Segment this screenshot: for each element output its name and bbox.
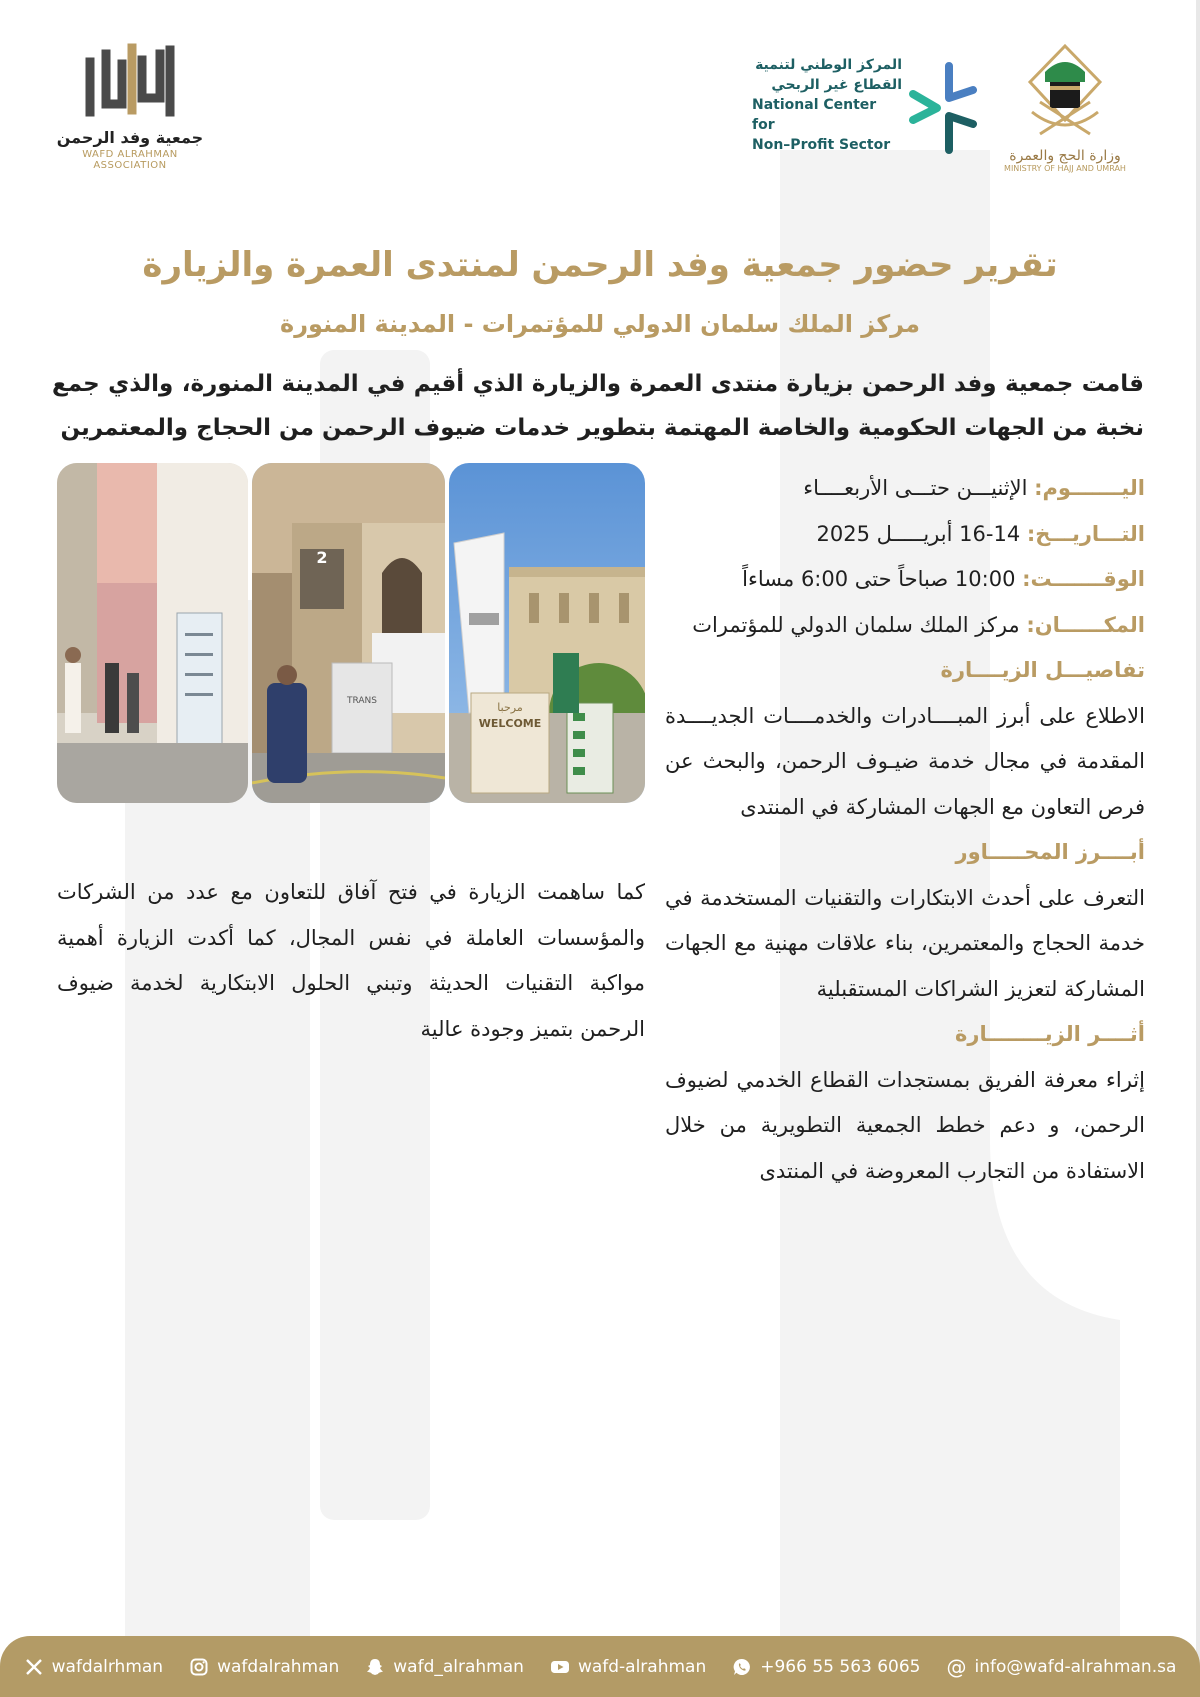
ncnp-name-en-line2: Non–Profit Sector bbox=[752, 137, 891, 153]
at-icon: @ bbox=[946, 1654, 967, 1679]
footer-instagram-text: wafdalrahman bbox=[217, 1656, 340, 1677]
place-row bbox=[665, 603, 1145, 649]
day-row bbox=[665, 466, 1145, 512]
date-value: 14-16 أبريـــــل 2025 bbox=[816, 521, 1021, 546]
axes-text: التعرف على أحدث الابتكارات والتقنيات المستخدمة في خدمة الحجاج والمعتمرين، بناء علاقات مهنية مع الجهات المشاركة لتعزيز الشراكات المستقبلية bbox=[665, 885, 1145, 1001]
gate-number: 2 bbox=[316, 548, 328, 567]
photo-gate-2 bbox=[252, 463, 445, 803]
date-label: التـــاريـــخ: bbox=[1026, 521, 1145, 546]
instagram-icon bbox=[189, 1657, 209, 1677]
footer-x-link[interactable] bbox=[24, 1657, 163, 1677]
kaaba-logo-icon bbox=[1020, 42, 1110, 142]
time-label: الوقـــــــت: bbox=[1022, 567, 1145, 591]
footer-instagram-link[interactable] bbox=[189, 1657, 339, 1677]
collaboration-paragraph: كما ساهمت الزيارة في فتح آفاق للتعاون مع عدد من الشركات والمؤسسات العاملة في نفس المجال، كما أكدت الزيارة أهمية مواكبة التقنيات الحديثة وتبني الحلول الابتكارية لخدمة ضيوف الرحمن بتميز وجودة عالية bbox=[57, 880, 645, 1041]
ministry-name-ar: وزارة الحج والعمرة bbox=[1009, 148, 1121, 164]
national-center-logo bbox=[752, 55, 982, 165]
impact-title: أثــــر الزيــــــــارة bbox=[955, 1022, 1145, 1046]
footer-youtube-text: wafd-alrahman bbox=[577, 1656, 707, 1677]
ministry-name-en: MINISTRY OF HAJJ AND UMRAH bbox=[1004, 164, 1126, 173]
footer-whatsapp-text: +966 55 563 6065 bbox=[760, 1656, 921, 1677]
footer-whatsapp-link[interactable] bbox=[732, 1657, 920, 1677]
ncnp-name-en-line1: National Center for bbox=[752, 97, 877, 133]
photo-sign-ar: مرحبا bbox=[497, 701, 523, 714]
wafd-alrahman-logo bbox=[50, 40, 210, 171]
photo-banner-text: TRANS bbox=[347, 696, 377, 706]
day-label: اليـــــــوم: bbox=[1034, 476, 1145, 500]
visit-details-text: الاطلاع على أبرز المبــــادرات والخدمــــات الجديــــدة المقدمة في مجال خدمة ضيـوف الرحمن، والبحث عن فرص التعاون مع الجهات المشاركة في المنتدى bbox=[665, 703, 1145, 819]
wafd-logo-name-en: WAFD ALRAHMAN ASSOCIATION bbox=[82, 149, 178, 171]
ncnp-logo-icon bbox=[907, 60, 977, 155]
ncnp-name-ar-line1: المركز الوطني لتنمية bbox=[755, 57, 902, 73]
whatsapp-icon bbox=[732, 1657, 752, 1677]
report-subtitle: مركز الملك سلمان الدولي للمؤتمرات - المدينة المنورة bbox=[280, 310, 920, 338]
photo-welcome-sign bbox=[449, 463, 645, 803]
time-row bbox=[665, 557, 1145, 603]
time-value: 10:00 صباحاً حتى 6:00 مساءاً bbox=[742, 567, 1016, 591]
footer-snapchat-text: wafd_alrahman bbox=[393, 1656, 524, 1677]
ncnp-name-ar-line2: القطاع غير الربحي bbox=[771, 77, 902, 93]
report-title: تقرير حضور جمعية وفد الرحمن لمنتدى العمرة والزيارة bbox=[142, 245, 1058, 285]
footer-x-text: wafdalrhman bbox=[51, 1656, 164, 1677]
axes-title: أبــــرز المحـــــاور bbox=[955, 840, 1145, 864]
photo-sign-en: WELCOME bbox=[478, 717, 542, 730]
photo-exhibition-booth bbox=[57, 463, 248, 803]
footer-email-text: info@wafd-alrahman.sa bbox=[974, 1656, 1177, 1677]
date-row bbox=[665, 512, 1145, 558]
intro-paragraph: قامت جمعية وفد الرحمن بزيارة منتدى العمرة والزيارة الذي أقيم في المدينة المنورة، والذي جمع نخبة من الجهات الحكومية والخاصة المهتمة بتطوير خدمات ضيوف الرحمن من الحجاج والمعتمرين bbox=[52, 371, 1144, 441]
place-label: المكــــــان: bbox=[1026, 612, 1145, 637]
impact-text: إثراء معرفة الفريق بمستجدات القطاع الخدمي لضيوف الرحمن، و دعم خطط الجمعية التطويرية من خلال الاستفادة من التجارب المعروضة في المنتدى bbox=[665, 1067, 1145, 1183]
contact-footer bbox=[0, 1636, 1200, 1697]
day-value: الإثنيـــن حتـــى الأربعــــاء bbox=[803, 476, 1028, 500]
wafd-logo-name-ar: جمعية وفد الرحمن bbox=[56, 128, 204, 147]
snapchat-icon bbox=[365, 1657, 385, 1677]
visit-details bbox=[665, 466, 1145, 1194]
wafd-logo-icon bbox=[80, 40, 180, 120]
place-value: مركز الملك سلمان الدولي للمؤتمرات bbox=[692, 612, 1020, 637]
ministry-hajj-logo bbox=[1000, 42, 1130, 173]
footer-youtube-link[interactable] bbox=[550, 1657, 706, 1677]
footer-snapchat-link[interactable] bbox=[365, 1657, 524, 1677]
x-icon bbox=[24, 1657, 44, 1677]
footer-email-link[interactable] bbox=[946, 1654, 1177, 1679]
visit-details-title: تفاصيـــل الزيــــارة bbox=[940, 658, 1145, 682]
youtube-icon bbox=[550, 1657, 570, 1677]
